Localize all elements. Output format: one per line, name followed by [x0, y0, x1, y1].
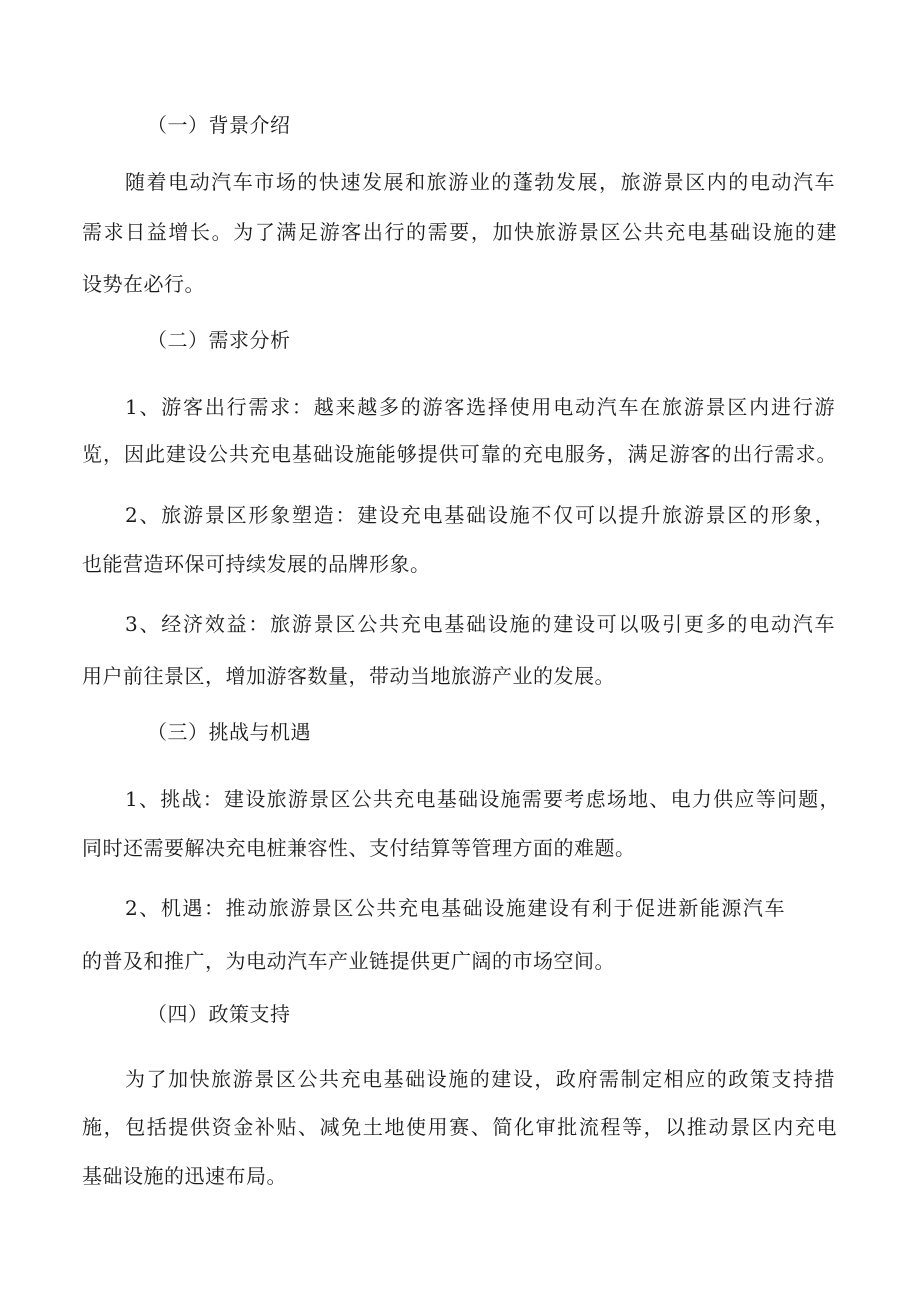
- paragraph-line: 3、经济效益：旅游景区公共充电基础设施的建设可以吸引更多的电动汽车: [125, 612, 835, 636]
- paragraph-line: 也能营造环保可持续发展的品牌形象。: [82, 552, 431, 576]
- section-heading: （二）需求分析: [147, 328, 291, 352]
- paragraph-line: 需求日益增长。为了满足游客出行的需要，加快旅游景区公共充电基础设施的建: [82, 220, 837, 244]
- paragraph-line: 基础设施的迅速布局。: [82, 1164, 287, 1188]
- paragraph-line: 2、旅游景区形象塑造：建设充电基础设施不仅可以提升旅游景区的形象，: [125, 503, 835, 527]
- paragraph-line: 1、游客出行需求：越来越多的游客选择使用电动汽车在旅游景区内进行游: [125, 395, 835, 419]
- paragraph-line: 施，包括提供资金补贴、减免土地使用赛、简化审批流程等，以推动景区内充电: [82, 1115, 837, 1139]
- section-heading: （三）挑战与机遇: [147, 720, 311, 744]
- paragraph-line: 用户前往景区，增加游客数量，带动当地旅游产业的发展。: [82, 664, 615, 688]
- paragraph-line: 的普及和推广，为电动汽车产业链提供更广阔的市场空间。: [82, 949, 615, 973]
- section-heading: （四）政策支持: [147, 1002, 291, 1026]
- section-heading: （一）背景介绍: [147, 113, 291, 137]
- paragraph-line: 2、机遇：推动旅游景区公共充电基础设施建设有利于促进新能源汽车: [125, 896, 785, 920]
- paragraph-line: 同时还需要解决充电桩兼容性、支付结算等管理方面的难题。: [82, 836, 636, 860]
- paragraph-line: 览，因此建设公共充电基础设施能够提供可靠的充电服务，满足游客的出行需求。: [82, 442, 837, 466]
- paragraph-line: 为了加快旅游景区公共充电基础设施的建设，政府需制定相应的政策支持措: [125, 1067, 835, 1091]
- paragraph-line: 随着电动汽车市场的快速发展和旅游业的蓬勃发展，旅游景区内的电动汽车: [125, 170, 835, 194]
- paragraph-line: 1、挑战：建设旅游景区公共充电基础设施需要考虑场地、电力供应等问题，: [125, 787, 840, 811]
- paragraph-line: 设势在必行。: [82, 272, 205, 296]
